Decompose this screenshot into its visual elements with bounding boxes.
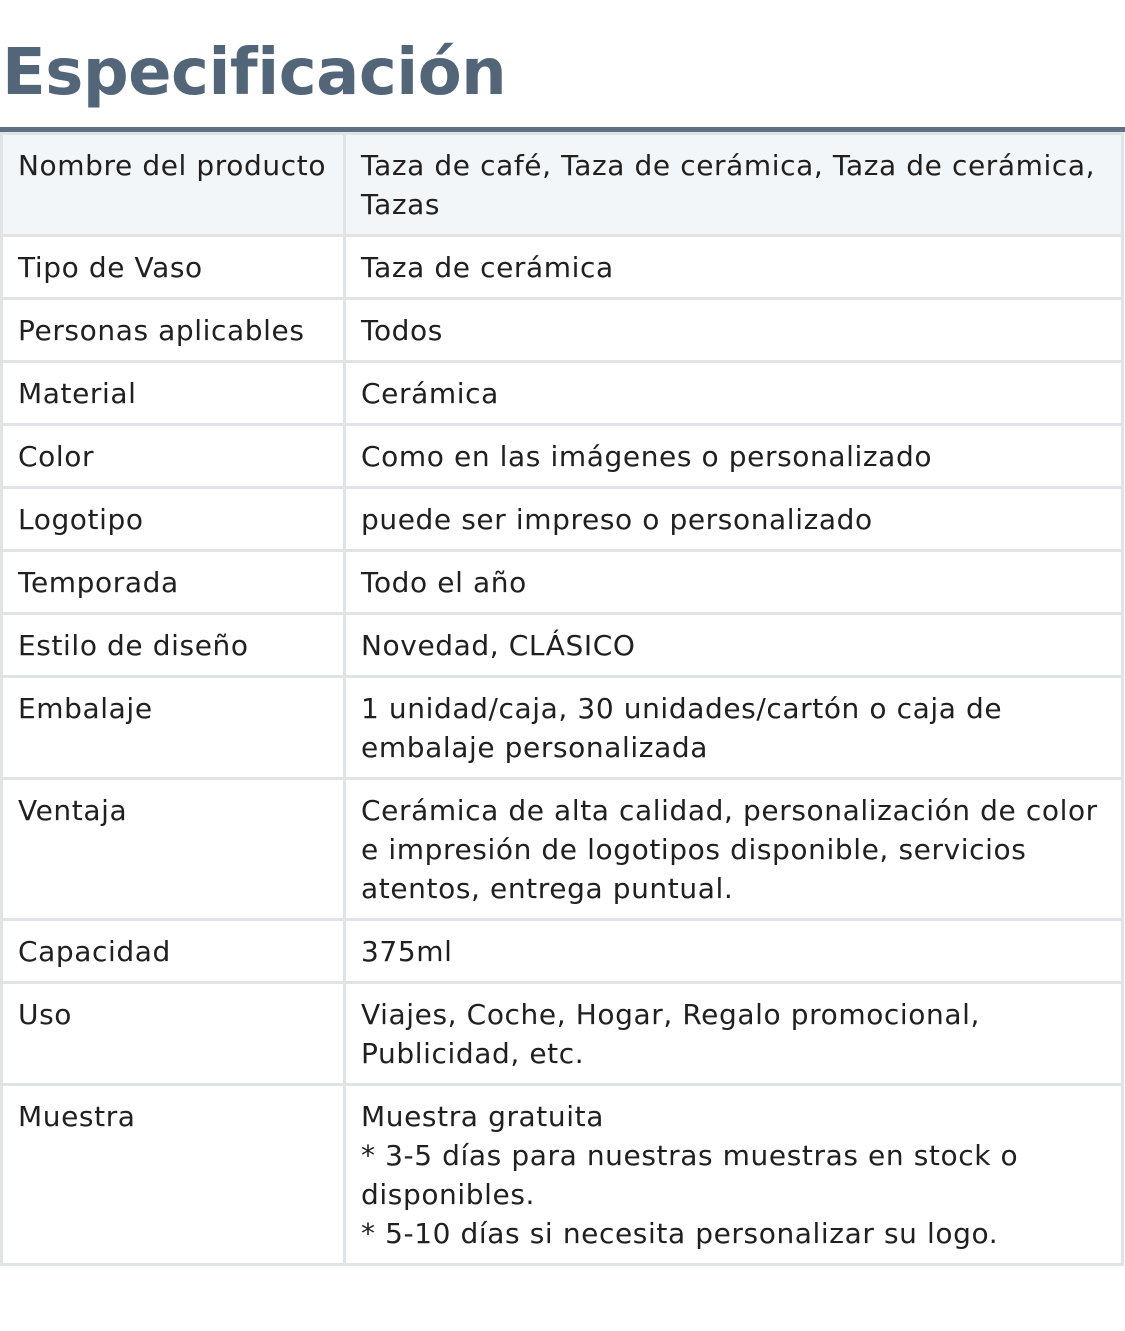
spec-value <box>345 614 1123 677</box>
table-row <box>2 362 1123 425</box>
spec-value <box>345 551 1123 614</box>
table-row <box>2 614 1123 677</box>
spec-value-line: Cerámica de alta calidad, personalización de color e impresión de logotipos disponible, servicios atentos, entrega puntual. <box>361 794 1098 905</box>
table-row <box>2 677 1123 779</box>
spec-label: Ventaja <box>2 779 345 920</box>
spec-value <box>345 1085 1123 1265</box>
table-row <box>2 551 1123 614</box>
spec-value <box>345 677 1123 779</box>
spec-label: Material <box>2 362 345 425</box>
spec-label: Tipo de Vaso <box>2 236 345 299</box>
spec-label: Embalaje <box>2 677 345 779</box>
spec-label: Uso <box>2 983 345 1085</box>
table-row <box>2 425 1123 488</box>
spec-value <box>345 134 1123 236</box>
spec-value-line: 1 unidad/caja, 30 unidades/cartón o caja de embalaje personalizada <box>361 692 1003 764</box>
spec-value-line: Viajes, Coche, Hogar, Regalo promocional, Publicidad, etc. <box>361 998 981 1070</box>
specification-table <box>0 132 1124 1266</box>
table-row <box>2 134 1123 236</box>
spec-value-line: Taza de café, Taza de cerámica, Taza de cerámica, Tazas <box>361 149 1096 221</box>
table-row <box>2 920 1123 983</box>
spec-value <box>345 488 1123 551</box>
spec-value-line: Muestra gratuita <box>361 1100 604 1133</box>
table-row <box>2 488 1123 551</box>
spec-value <box>345 236 1123 299</box>
spec-value <box>345 920 1123 983</box>
spec-value-line: puede ser impreso o personalizado <box>361 503 873 536</box>
spec-label: Muestra <box>2 1085 345 1265</box>
page-title: Especificación <box>2 36 507 110</box>
spec-value <box>345 983 1123 1085</box>
spec-label: Estilo de diseño <box>2 614 345 677</box>
table-row <box>2 983 1123 1085</box>
spec-label: Color <box>2 425 345 488</box>
spec-label: Personas aplicables <box>2 299 345 362</box>
spec-label: Temporada <box>2 551 345 614</box>
spec-value-line: Cerámica <box>361 377 499 410</box>
table-row <box>2 299 1123 362</box>
spec-value-line: 375ml <box>361 935 453 968</box>
spec-value-line: Todo el año <box>361 566 527 599</box>
spec-value <box>345 299 1123 362</box>
table-row <box>2 779 1123 920</box>
spec-label: Capacidad <box>2 920 345 983</box>
spec-value-line: Novedad, CLÁSICO <box>361 629 636 662</box>
spec-value-line: Todos <box>361 314 443 347</box>
spec-label: Logotipo <box>2 488 345 551</box>
spec-value-line: * 3-5 días para nuestras muestras en stock o disponibles. <box>361 1139 1019 1211</box>
table-row <box>2 236 1123 299</box>
spec-value <box>345 425 1123 488</box>
spec-value <box>345 362 1123 425</box>
table-row <box>2 1085 1123 1265</box>
spec-value-line: Como en las imágenes o personalizado <box>361 440 933 473</box>
spec-value-line: Taza de cerámica <box>361 251 614 284</box>
spec-value <box>345 779 1123 920</box>
spec-value-line: * 5-10 días si necesita personalizar su logo. <box>361 1217 999 1250</box>
spec-label: Nombre del producto <box>2 134 345 236</box>
